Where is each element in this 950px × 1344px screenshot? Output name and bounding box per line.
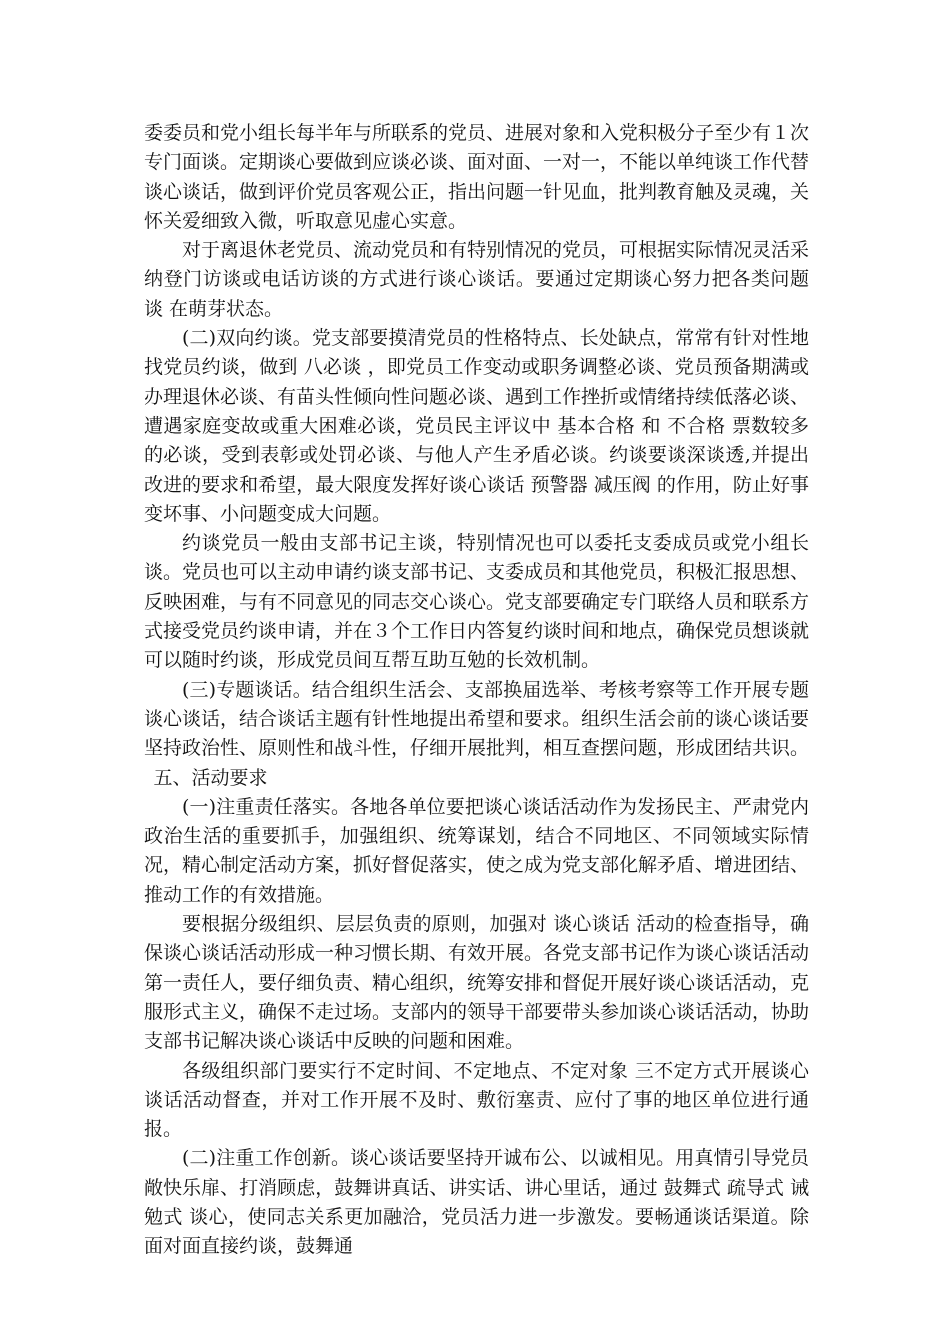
paragraph: 各级组织部门要实行不定时间、不定地点、不定对象 三不定方式开展谈心谈话活动督查，并对工作开展不及时、敷衍塞责、应付了事的地区单位进行通报。 — [144, 1059, 809, 1141]
paragraph: 对于离退休老党员、流动党员和有特别情况的党员，可根据实际情况灵活采纳登门访谈或电话访谈的方式进行谈心谈话。要通过定期谈心努力把各类问题 谈 在萌芽状态。 — [144, 239, 810, 320]
paragraph: 约谈党员一般由支部书记主谈，特别情况也可以委托支委成员或党小组长谈。党员也可以主动申请约谈支部书记、支委成员和其他党员，积极汇报思想、反映困难，与有不同意见的同志交心谈心。党支部要确定专门联络人员和联系方式接受党员约谈申请，并在３个工作日内答复约谈时间和地点，确保党员想谈就可以随时约谈，形成党员间互帮互助互勉的长效机制。 — [144, 532, 810, 672]
paragraph: 要根据分级组织、层层负责的原则，加强对 谈心谈话 活动的检查指导，确保谈心谈话活动形成一种习惯长期、有效开展。各党支部书记作为谈心谈话活动第一责任人，要仔细负责、精心组织，统筹安排和督促开展好谈心谈话活动，克服形式主义，确保不走过场。支部内的领导干部要带头参加谈心谈话活动，协助支部书记解决谈心谈话中反映的问题和困难。 — [144, 913, 810, 1053]
paragraph: (二)双向约谈。党支部要摸清党员的性格特点、长处缺点，常常有针对性地找党员约谈，做到 八必谈 ，即党员工作变动或职务调整必谈、党员预备期满或办理退休必谈、有苗头性倾向性问题必谈、遇到工作挫折或情绪持续低落必谈、遭遇家庭变故或重大困难必谈，党员民主评议中 基本合格 和 不合格 票数较多的必谈，受到表彰或处罚必谈、与他人产生矛盾必谈。约谈要谈深谈透,并提出改进的要求和希望，最大限度发挥好谈心谈话 预警器 减压阀 的作用，防止好事变坏事、小问题变成大问题。 — [144, 327, 810, 525]
section-heading: 五、活动要求 — [153, 766, 268, 789]
paragraph: 委委员和党小组长每半年与所联系的党员、进展对象和入党积极分子至少有１次专门面谈。定期谈心要做到应谈必谈、面对面、一对一，不能以单纯谈工作代替谈心谈话，做到评价党员客观公正，指出问题一针见血，批判教育触及灵魂，关怀关爱细致入微，听取意见虚心实意。 — [144, 122, 810, 232]
paragraph: (一)注重责任落实。各地各单位要把谈心谈话活动作为发扬民主、严肃党内政治生活的重要抓手，加强组织、统筹谋划，结合不同地区、不同领域实际情况，精心制定活动方案，抓好督促落实，使之成为党支部化解矛盾、增进团结、推动工作的有效措施。 — [144, 795, 810, 906]
paragraph: (三)专题谈话。结合组织生活会、支部换届选举、考核考察等工作开展专题谈心谈话，结合谈话主题有针性地提出希望和要求。组织生活会前的谈心谈话要坚持政治性、原则性和战斗性，仔细开展批判，相互查摆问题，形成团结共识。 — [144, 678, 810, 760]
paragraph: (二)注重工作创新。谈心谈话要坚持开诚布公、以诚相见。用真情引导党员敞快乐扉、打消顾虑，鼓舞讲真话、讲实话、讲心里话，通过 鼓舞式 疏导式 诫勉式 谈心，使同志关系更加融洽，党员活力进一步激发。要畅通谈话渠道。除面对面直接约谈，鼓舞通 — [144, 1147, 809, 1258]
document-body — [144, 119, 809, 1262]
